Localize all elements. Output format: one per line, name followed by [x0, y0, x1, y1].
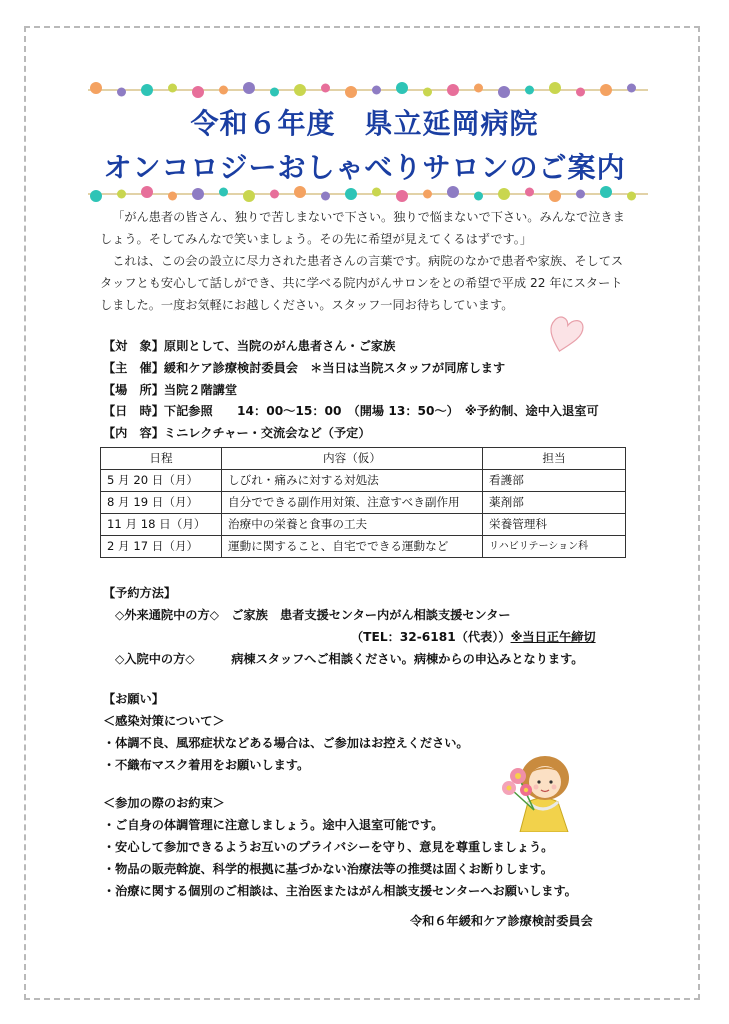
- garland-dot: [345, 188, 357, 200]
- garland-dot: [168, 84, 177, 93]
- info-content: 【内 容】ミニレクチャー・交流会など（予定）: [103, 426, 371, 441]
- dot-garland-bottom: [88, 184, 648, 204]
- garland-dot: [627, 84, 636, 93]
- event-info: [103, 336, 638, 445]
- garland-dot: [627, 192, 636, 201]
- table-row: [101, 492, 626, 514]
- rules-heading: ＜参加の際のお約束＞: [103, 796, 225, 810]
- schedule-table: [100, 447, 626, 558]
- garland-dot: [600, 84, 612, 96]
- garland-dot: [474, 84, 483, 93]
- garland-dot: [423, 190, 432, 199]
- garland-dot: [447, 186, 459, 198]
- garland-dot: [141, 84, 153, 96]
- garland-dot: [90, 82, 102, 94]
- garland-dot: [345, 86, 357, 98]
- garland-dot: [549, 190, 561, 202]
- garland-dot: [243, 82, 255, 94]
- table-row: [101, 514, 626, 536]
- header-content: 内容（仮）: [222, 448, 483, 470]
- garland-dot: [549, 82, 561, 94]
- garland-dot: [372, 188, 381, 197]
- garland-dot: [141, 186, 153, 198]
- committee-signature: 令和６年緩和ケア診療検討委員会: [410, 914, 593, 928]
- garland-dot: [168, 192, 177, 201]
- garland-dot: [117, 88, 126, 97]
- row-date: 11 月 18 日（月）: [101, 514, 222, 536]
- garland-dot: [192, 188, 204, 200]
- reservation-section: [103, 582, 643, 670]
- reservation-deadline: ※当日正午締切: [510, 630, 596, 644]
- garland-dot: [372, 86, 381, 95]
- info-target: 【対 象】原則として、当院のがん患者さん・ご家族: [103, 339, 396, 353]
- garland-dot: [192, 86, 204, 98]
- rules-item: ・ご自身の体調管理に注意しましょう。途中入退室可能です。: [103, 818, 444, 832]
- infection-item: ・不織布マスク着用をお願いします。: [103, 758, 310, 772]
- girl-with-flowers-illustration: [498, 750, 588, 836]
- header-staff: 担当: [483, 448, 626, 470]
- row-staff: 栄養管理科: [483, 514, 626, 536]
- info-place: 【場 所】当院２階講堂: [103, 382, 238, 397]
- rules-item: ・物品の販売斡旋、科学的根拠に基づかない治療法等の推奨は固くお断りします。: [103, 862, 553, 876]
- garland-dot: [423, 88, 432, 97]
- garland-dot: [294, 186, 306, 198]
- garland-dot: [90, 190, 102, 202]
- table-row: [101, 470, 626, 492]
- garland-dot: [525, 188, 534, 197]
- garland-dot: [396, 190, 408, 202]
- reservation-heading: 【予約方法】: [103, 586, 177, 600]
- requests-heading: 【お願い】: [103, 692, 164, 706]
- garland-dot: [270, 88, 279, 97]
- infection-heading: ＜感染対策について＞: [103, 714, 225, 728]
- title-line-1: 令和６年度 県立延岡病院: [190, 107, 539, 140]
- garland-dot: [525, 86, 534, 95]
- row-content: 自分でできる副作用対策、注意すべき副作用: [222, 492, 483, 514]
- intro-quote: 「がん患者の皆さん、独りで苦しまないで下さい。独りで悩まないで下さい。みんなで泣きましょう。そしてみんなで笑いましょう。その先に希望が見えてくるはずです。」: [100, 210, 625, 246]
- garland-dot: [219, 188, 228, 197]
- garland-dot: [474, 192, 483, 201]
- row-date: 2 月 17 日（月）: [101, 536, 222, 558]
- row-date: 5 月 20 日（月）: [101, 470, 222, 492]
- schedule-header-row: [101, 448, 626, 470]
- row-staff: 看護部: [483, 470, 626, 492]
- garland-dot: [117, 190, 126, 199]
- info-datetime: 【日 時】下記参照 14：00～15：00 （開場 13：50～） ※予約制、途中入退室可: [103, 404, 599, 419]
- rules-item: ・安心して参加できるようお互いのプライバシーを守り、意見を尊重しましょう。: [103, 840, 554, 854]
- reservation-inpatient: ◇入院中の方◇ 病棟スタッフへご相談ください。病棟からの申込みとなります。: [115, 652, 584, 666]
- intro-body: これは、この会の設立に尽力された患者さんの言葉です。病院のなかで患者や家族、そしてスタッフとも安心して話しができ、共に学べる院内がんサロンをとの希望で平成 22 年にスタートしました。一度お気軽にお越しください。スタッフ一同お待ちしています。: [100, 254, 624, 312]
- garland-dot: [270, 190, 279, 199]
- garland-dot: [321, 84, 330, 93]
- garland-dot: [294, 84, 306, 96]
- garland-dot: [576, 190, 585, 199]
- infection-item: ・体調不良、風邪症状などある場合は、ご参加はお控えください。: [103, 736, 469, 750]
- row-date: 8 月 19 日（月）: [101, 492, 222, 514]
- garland-dot: [498, 188, 510, 200]
- title-line-2: オンコロジーおしゃべりサロンのご案内: [103, 151, 626, 184]
- garland-dot: [498, 86, 510, 98]
- header-date: 日程: [101, 448, 222, 470]
- row-staff: リハビリテーション科: [483, 536, 626, 558]
- row-content: 治療中の栄養と食事の工夫: [222, 514, 483, 536]
- info-host: 【主 催】緩和ケア診療検討委員会 ＊当日は当院スタッフが同席します: [103, 360, 506, 375]
- row-content: 運動に関すること、自宅でできる運動など: [222, 536, 483, 558]
- intro-text: [100, 206, 628, 316]
- garland-dot: [396, 82, 408, 94]
- table-row: [101, 536, 626, 558]
- garland-dot: [219, 86, 228, 95]
- reservation-tel: （TEL：32-6181（代表））: [351, 630, 511, 644]
- row-content: しびれ・痛みに対する対処法: [222, 470, 483, 492]
- row-staff: 薬剤部: [483, 492, 626, 514]
- garland-dot: [321, 192, 330, 201]
- garland-dot: [600, 186, 612, 198]
- reservation-outpatient: ◇外来通院中の方◇ ご家族 患者支援センター内がん相談支援センター: [115, 608, 511, 622]
- garland-dot: [576, 88, 585, 97]
- garland-dot: [243, 190, 255, 202]
- rules-item: ・治療に関する個別のご相談は、主治医またはがん相談支援センターへお願いします。: [103, 884, 577, 898]
- dot-garland-top: [88, 80, 648, 100]
- garland-dot: [447, 84, 459, 96]
